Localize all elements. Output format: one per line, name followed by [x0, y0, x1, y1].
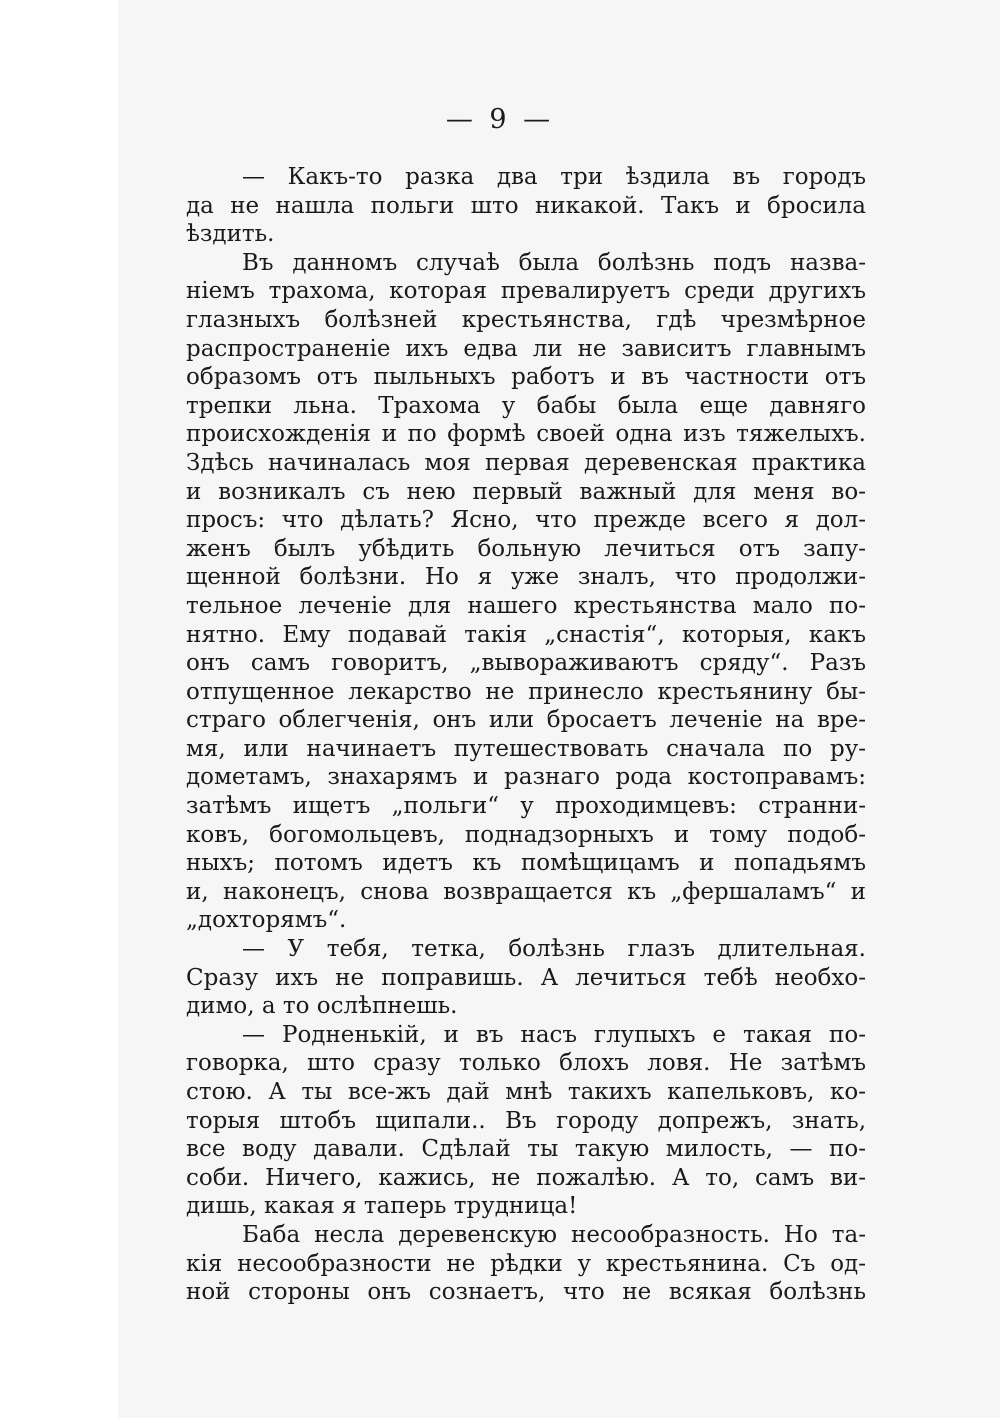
- text-line: Баба несла деревенскую несообразность. Но та-: [242, 1221, 866, 1248]
- text-line: — У тебя, тетка, болѣзнь глазъ длительная.: [242, 936, 866, 963]
- page-number: — 9 —: [445, 104, 555, 135]
- text-line: ной стороны онъ сознаетъ, что не всякая болѣзнь: [186, 1279, 866, 1306]
- text-line: ѣздить.: [186, 221, 275, 248]
- text-line: просъ: что дѣлать? Ясно, что прежде всего я дол-: [186, 507, 866, 534]
- text-line: нятно. Ему подавай такія „снастія“, которыя, какъ: [186, 621, 866, 648]
- text-line: и возникалъ съ нею первый важный для меня во-: [186, 478, 866, 505]
- text-line: димо, а то ослѣпнешь.: [186, 993, 458, 1020]
- text-line: тельное леченіе для нашего крестьянства мало по-: [186, 592, 866, 619]
- text-line: все воду давали. Сдѣлай ты такую милость, — по-: [186, 1136, 866, 1163]
- text-line: Здѣсь начиналась моя первая деревенская практика: [186, 449, 866, 476]
- text-line: кія несообразности не рѣдки у крестьянина. Съ од-: [186, 1250, 866, 1277]
- text-line: — Родненькій, и въ насъ глупыхъ е такая по-: [242, 1021, 866, 1048]
- text-line: страго облегченія, онъ или бросаетъ леченіе на вре-: [186, 707, 866, 734]
- text-line: дометамъ, знахарямъ и разнаго рода костоправамъ:: [186, 764, 866, 791]
- text-line: онъ самъ говоритъ, „вывораживаютъ сряду“. Разъ: [186, 650, 866, 677]
- text-line: трепки льна. Трахома у бабы была еще давняго: [186, 392, 866, 419]
- text-line: торыя штобъ щипали.. Въ городу допрежъ, знать,: [186, 1107, 866, 1134]
- text-line: щенной болѣзни. Но я уже зналъ, что продолжи-: [186, 564, 866, 591]
- text-line: Сразу ихъ не поправишь. А лечиться тебѣ необхо-: [186, 964, 866, 991]
- text-line: говорка, што сразу только блохъ ловя. Не затѣмъ: [186, 1050, 866, 1077]
- text-line: затѣмъ ищетъ „польги“ у проходимцевъ: странни-: [186, 793, 866, 820]
- text-line: Въ данномъ случаѣ была болѣзнь подъ назва-: [242, 249, 866, 276]
- text-line: распространеніе ихъ едва ли не зависитъ главнымъ: [186, 335, 866, 362]
- text-line: образомъ отъ пыльныхъ работъ и въ частности отъ: [186, 364, 866, 391]
- text-line: мя, или начинаетъ путешествовать сначала по ру-: [186, 735, 866, 762]
- text-line: да не нашла польги што никакой. Такъ и бросила: [186, 192, 866, 219]
- text-line: „дохторямъ“.: [186, 907, 347, 934]
- text-line: ковъ, богомольцевъ, поднадзорныхъ и тому подоб-: [186, 821, 866, 848]
- text-body: [186, 163, 866, 1307]
- text-line: глазныхъ болѣзней крестьянства, гдѣ чрезмѣрное: [186, 306, 866, 333]
- text-line: ныхъ; потомъ идетъ къ помѣщицамъ и попадьямъ: [186, 850, 866, 877]
- text-line: женъ былъ убѣдить больную лечиться отъ запу-: [186, 535, 866, 562]
- text-line: происхожденія и по формѣ своей одна изъ тяжелыхъ.: [186, 421, 866, 448]
- text-line: и, наконецъ, снова возвращается къ „фершаламъ“ и: [186, 878, 866, 905]
- text-line: ніемъ трахома, которая превалируетъ среди другихъ: [186, 278, 866, 305]
- text-line: соби. Ничего, кажись, не пожалѣю. А то, самъ ви-: [186, 1164, 866, 1191]
- text-line: стою. А ты все-жъ дай мнѣ такихъ капельковъ, ко-: [186, 1079, 866, 1105]
- text-line: отпущенное лекарство не принесло крестьянину бы-: [186, 678, 866, 705]
- text-line: дишь, какая я таперь трудница!: [186, 1193, 578, 1220]
- text-line: — Какъ-то разка два три ѣздила въ городъ: [242, 164, 866, 190]
